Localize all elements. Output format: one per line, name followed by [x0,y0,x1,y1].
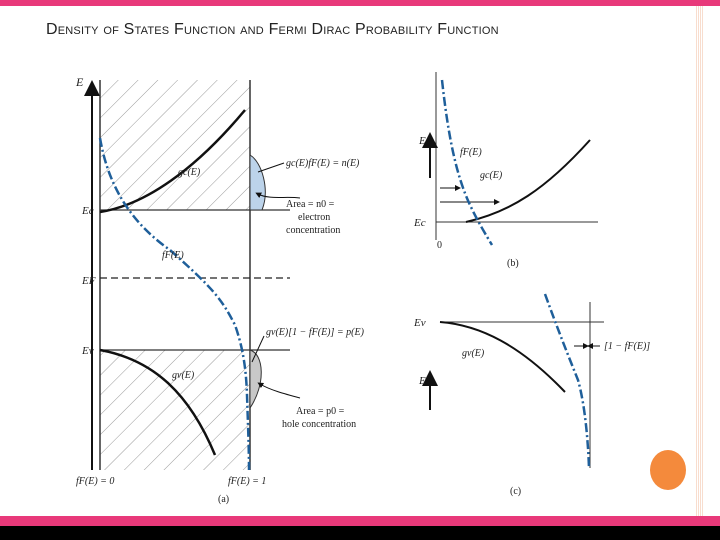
level-Ev-c: Ev [414,317,426,329]
conduction-band-hatch [100,80,250,210]
axis-label-E-c: E [419,375,426,387]
axis-label-E-a: E [76,75,84,89]
caption-b: (b) [507,258,519,269]
gc-curve-b [466,140,590,222]
gc-label-b: gc(E) [480,170,503,181]
area-p0-line2: hole concentration [282,419,357,430]
figure-c [413,294,650,497]
area-n0-line2: electron [298,212,331,223]
product-label-top: gc(E)fF(E) = n(E) [286,158,360,169]
area-p0-arrow [260,384,300,398]
gv-curve-c [440,322,565,392]
axis-label-E-b: E [419,135,426,147]
figure-b [413,72,598,269]
gc-label-a: gc(E) [178,167,201,178]
hole-area-lobe [250,350,261,408]
valence-band-hatch [100,350,250,470]
fF-label-a: fF(E) [162,250,184,261]
fF-label-b: fF(E) [460,147,482,158]
gv-label-c: gv(E) [462,348,485,359]
gv-label-a: gv(E) [172,370,195,381]
electron-area-lobe [250,155,265,210]
zero-label-b: 0 [437,240,442,251]
caption-a: (a) [218,494,230,505]
level-Ec-a: Ec [82,205,94,217]
level-EF-a: EF [82,275,96,287]
figure-a [75,75,365,505]
orange-decorative-circle [650,450,686,490]
caption-c: (c) [510,486,522,497]
area-n0-line3: concentration [286,225,341,236]
fF-curve-b [442,80,492,245]
product-top-leader [258,163,284,172]
bottom-accent-bar [0,516,720,526]
area-p0-line1: Area = p0 = [296,406,345,417]
one-minus-fF-label-c: [1 − fF(E)] [604,341,651,352]
one-minus-fF-curve-c [545,294,589,468]
bottom-black-band [0,526,720,540]
product-label-bottom: gv(E)[1 − fF(E)] = p(E) [266,327,364,338]
fF-one-label: fF(E) = 1 [228,476,267,487]
area-n0-line1: Area = n0 = [286,199,335,210]
fF-zero-label: fF(E) = 0 [76,476,115,487]
level-Ev-a: Ev [82,345,94,357]
slide-title: Density of States Function and Fermi Dirac Probability Function [46,21,499,38]
level-Ec-b: Ec [414,217,426,229]
